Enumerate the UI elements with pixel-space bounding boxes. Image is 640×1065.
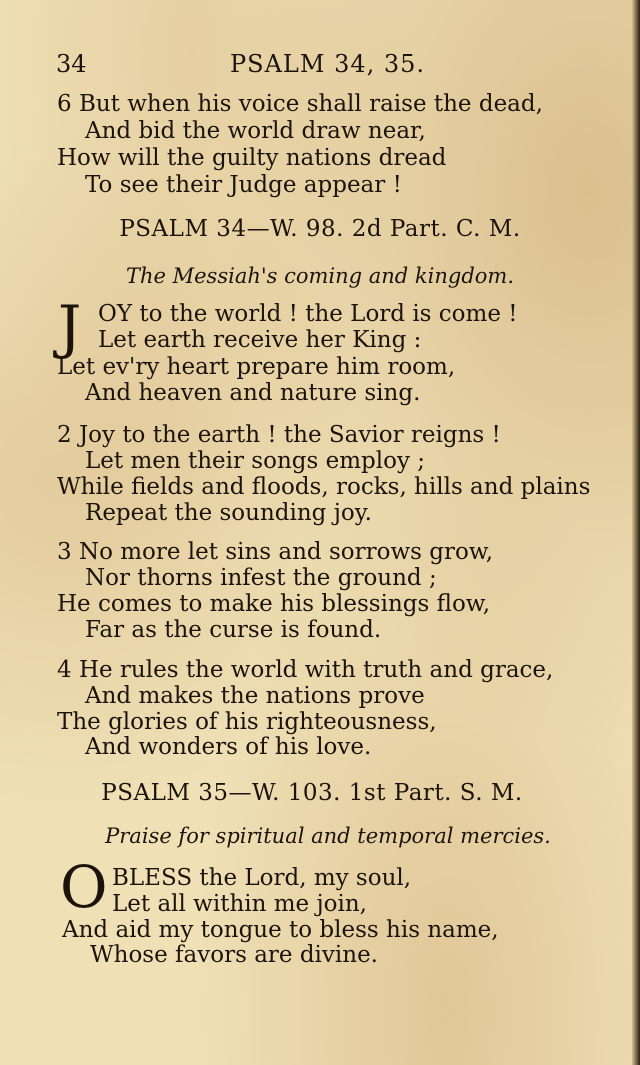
- verse-line: Let all within me join,: [112, 891, 367, 917]
- verse-line: Whose favors are divine.: [90, 942, 378, 968]
- verse-line: Let ev'ry heart prepare him room,: [57, 354, 456, 380]
- verse-line: Far as the curse is found.: [85, 617, 382, 643]
- verse-line: And bid the world draw near,: [85, 118, 426, 144]
- verse-line: How will the guilty nations dread: [57, 145, 447, 171]
- psalm-35-heading: PSALM 35—W. 103. 1st Part. S. M.: [101, 780, 523, 806]
- verse-line: Nor thorns infest the ground ;: [85, 565, 437, 591]
- drop-cap: J: [58, 293, 82, 361]
- verse-line: BLESS the Lord, my soul,: [112, 865, 412, 891]
- drop-cap: O: [60, 853, 108, 921]
- verse-line: And makes the nations prove: [85, 683, 425, 709]
- verse-line: OY to the world ! the Lord is come !: [98, 301, 518, 327]
- verse-line: Let men their songs employ ;: [85, 448, 426, 474]
- verse-line: Repeat the sounding joy.: [85, 500, 372, 526]
- verse-line: 2 Joy to the earth ! the Savior reigns !: [57, 422, 501, 448]
- psalm-35-subtitle: Praise for spiritual and temporal mercies.: [105, 824, 551, 848]
- verse-line: He comes to make his blessings flow,: [57, 591, 491, 617]
- verse-line: Let earth receive her King :: [98, 327, 422, 353]
- psalm-34-subtitle: The Messiah's coming and kingdom.: [125, 264, 515, 288]
- page-header: [0, 50, 640, 80]
- verse-line: 4 He rules the world with truth and grace,: [57, 657, 554, 683]
- verse-line: While fields and floods, rocks, hills and plains: [57, 474, 591, 500]
- verse-line: And aid my tongue to bless his name,: [62, 917, 499, 943]
- verse-line: And wonders of his love.: [85, 734, 372, 760]
- psalm-34-heading: PSALM 34—W. 98. 2d Part. C. M.: [119, 216, 521, 242]
- verse-line: And heaven and nature sing.: [85, 380, 421, 406]
- page-number: 34: [56, 50, 87, 78]
- verse-line: 3 No more let sins and sorrows grow,: [57, 539, 494, 565]
- verse-line: 6 But when his voice shall raise the dead,: [57, 91, 543, 117]
- verse-line: The glories of his righteousness,: [57, 709, 437, 735]
- verse-line: To see their Judge appear !: [85, 172, 402, 198]
- running-head: PSALM 34, 35.: [230, 50, 426, 78]
- page-edge: [632, 0, 640, 1065]
